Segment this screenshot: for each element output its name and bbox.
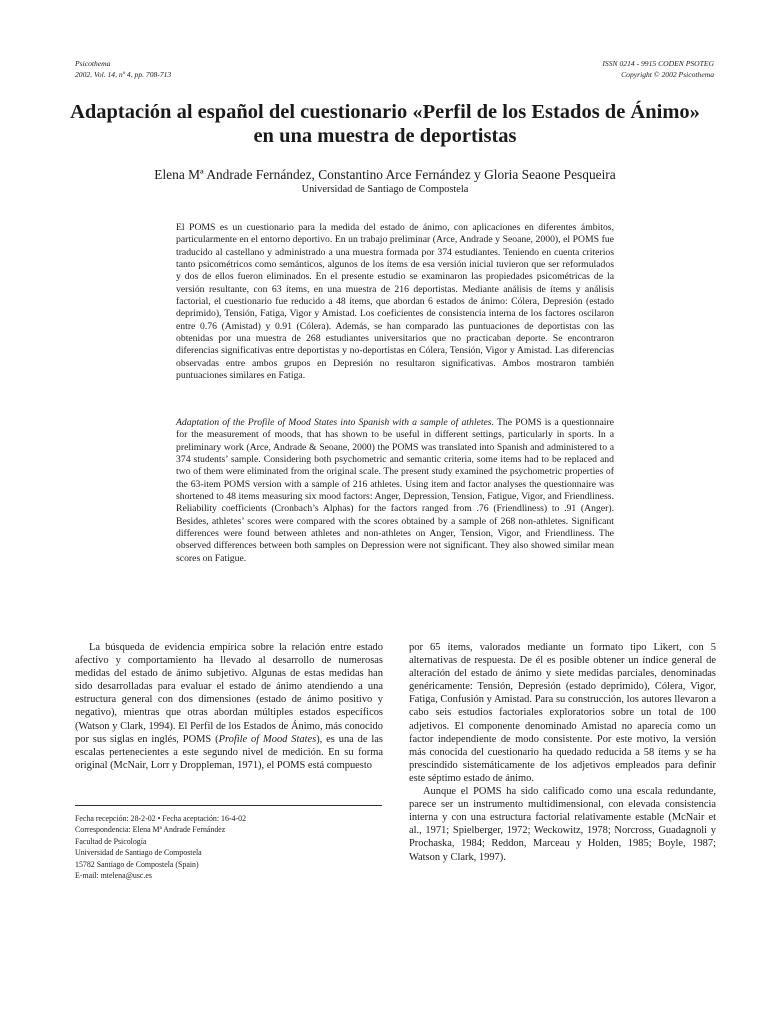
footnote [75, 813, 246, 881]
journal-header-left [75, 58, 171, 80]
issn: ISSN 0214 - 9915 CODEN PSOTEG [602, 59, 714, 68]
abstract-spanish-text: El POMS es un cuestionario para la medida del estado de ánimo, con aplicaciones en diferentes ámbitos, particularmente en el entorno deportivo. En un trabajo preliminar (Arce, Andrade y Seoane, 2000), el POMS fue traducido al castellano y administrado a una muestra formada por 374 estudiantes. Teniendo en cuenta criterios tanto psicométricos como semánticos, algunos de los ítems de esa versión inicial tuvieron que ser reformulados y dos de ellos fueron eliminados. En el presente estudio se examinaron las propiedades psicométricas de la versión resultante, con 63 ítems, en una muestra de 216 deportistas. Mediante análisis de ítems y análisis factorial, el cuestionario fue reducido a 48 ítems, que abordan 6 estados de ánimo: Cólera, Depresión (estado deprimido), Tensión, Fatiga, Vigor y Amistad. Los coeficientes de consistencia interna de los factores oscilaron entre 0.76 (Amistad) y 0.91 (Cólera). Además, se han comparado las puntuaciones de deportistas con las obtenidas por una muestra de 268 estudiantes universitarios que no practicaban deporte. Se encontraron diferencias significativas entre deportistas y no-deportistas en Cólera, Tensión, Vigor y Amistad. Las diferencias observadas entre ambos grupos en Depresión no resultaron significativas. Ambos mostraron también puntuaciones similares en Fatiga. [176, 222, 614, 382]
abstract-english-text: The POMS is a questionnaire for the measurement of moods, that has shown to be useful in different settings, particularly in sports. In a preliminary work (Arce, Andrade & Seoane, 2000) the POMS was translated into Spanish and administered to a 374 students’ sample. Considering both psychometric and semantic criteria, some items had to be replaced and two of them were eliminated from the original scale. The present study examined the psychometric properties of the 63-item POMS version with a sample of 216 athletes. Using item and factor analyses the questionnaire was shortened to 48 items measuring six mood factors: Anger, Depression, Tension, Fatigue, Vigor, and Friendliness. Reliability coefficients (Cronbach’s Alphas) for the factors ranged from .76 (Friendliness) to .91 (Anger). Besides, athletes’ scores were compared with the scores obtained by a sample of 268 non-athletes. Significant differences were found between athletes and non-athletes on Anger, Tension, Vigor, and Friendliness. The observed differences between both samples on Depression were not significant. They also showed similar mean scores on Fatigue. [176, 417, 614, 564]
paragraph-emphasis: Profile of Mood States [218, 733, 317, 745]
paragraph: por 65 ítems, valorados mediante un formato tipo Likert, con 5 alternativas de respuesta. De él es posible obtener un índice general de alteración del estado de ánimo y siete medidas parciales, denominadas genéricamente: Tensión, Depresión (estado deprimido), Cólera, Vigor, Fatiga, Confusión y Amistad. Para su construcción, los autores llevaron a cabo seis estudios factoriales exploratorios sobre un total de 100 adjetivos. El componente denominado Amistad no aparecía como un factor independiente de modo consistente. Por este motivo, la versión más conocida del cuestionario ha quedado reducida a 58 ítems y se ha prescindido sistemáticamente de los adjetivos empleados para definir este séptimo estado de ánimo. [409, 642, 716, 784]
journal-header-right [602, 58, 714, 80]
abstract-english-title: Adaptation of the Profile of Mood States into Spanish with a sample of athletes. [176, 417, 495, 428]
authors: Elena Mª Andrade Fernández, Constantino Arce Fernández y Gloria Seaone Pesqueira [154, 167, 616, 182]
journal-name: Psicothema [75, 59, 111, 68]
paragraph-text: La búsqueda de evidencia empírica sobre la relación entre estado afectivo y comportamiento ha llevado al desarrollo de numerosas medidas del estado de ánimo subjetivo. Algunas de estas medidas han sido desarrolladas para evaluar el estado de ánimo atendiendo a una estructura general con dos dimensiones (estado de ánimo positivo y negativo), mientras que otras abordan múltiples estados específicos (Watson y Clark, 1994). El Perfil de los Estados de Ánimo, más conocido por sus siglas en inglés, POMS ( [75, 642, 383, 745]
footnote-university: Universidad de Santiago de Compostela [75, 848, 202, 858]
copyright: Copyright © 2002 Psicothema [621, 70, 714, 79]
body-column-left [75, 641, 383, 772]
paragraph-text: ), es una de las escalas pertenecientes a este segundo nivel de medición. En su forma original (McNair, Lorr y Droppleman, 1971), el POMS está compuesto [75, 733, 383, 771]
footnote-correspondence: Correspondencia: Elena Mª Andrade Fernández [75, 825, 226, 835]
body-column-right [409, 641, 716, 864]
paragraph [75, 641, 383, 772]
abstract-english [176, 417, 614, 565]
volume-info: 2002. Vol. 14, nº 4, pp. 708-713 [75, 70, 172, 79]
title-line-2: en una muestra de deportistas [253, 125, 517, 147]
title-line-1: Adaptación al español del cuestionario «Perfil de los Estados de Ánimo» [70, 101, 700, 123]
footnote-divider [75, 805, 382, 806]
footnote-dates: Fecha recepción: 28-2-02 • Fecha aceptación: 16-4-02 [75, 814, 247, 823]
article-title [40, 100, 730, 148]
footnote-email: E-mail: mtelena@usc.es [75, 871, 152, 881]
paragraph: Aunque el POMS ha sido calificado como una escala redundante, parece ser un instrumento multidimensional, con elevada consistencia interna y con una estructura factorial relativamente estable (McNair et al., 1971; Spielberger, 1972; Weckowitz, 1978; Norcross, Guadagnoli y Prochaska, 1984; Reddon, Marceau y Holden, 1985; Boyle, 1987; Watson y Clark, 1997). [409, 786, 716, 863]
affiliation: Universidad de Santiago de Compostela [301, 184, 469, 195]
footnote-faculty: Facultad de Psicología [75, 836, 147, 846]
abstract-spanish [176, 222, 614, 382]
footnote-address: 15782 Santiago de Compostela (Spain) [75, 859, 199, 869]
